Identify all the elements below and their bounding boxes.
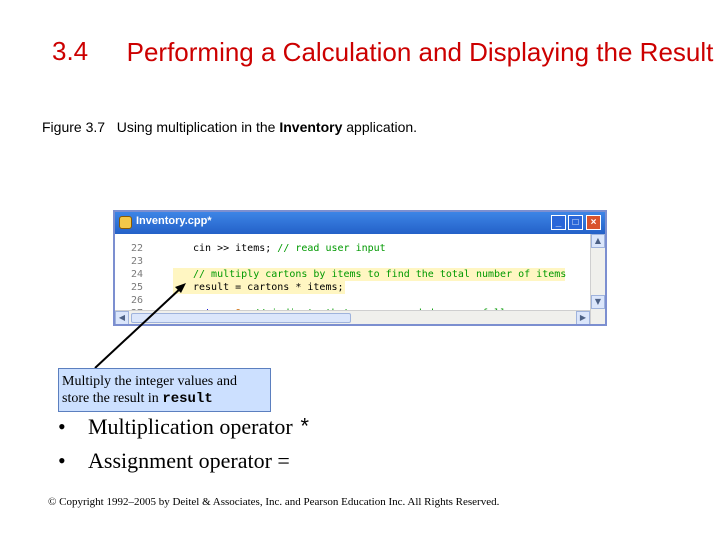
- bullet-item: [58, 445, 311, 479]
- bullet-list: [58, 411, 311, 479]
- code-text: result = cartons * items;: [193, 282, 344, 293]
- slide-title: Performing a Calculation and Displaying the Result: [126, 37, 714, 67]
- section-number: 3.4: [52, 36, 89, 66]
- line-number: 26: [131, 295, 144, 306]
- window-title: Inventory.cpp*: [136, 215, 212, 227]
- line-number: 23: [131, 256, 144, 267]
- scroll-down-icon[interactable]: ▼: [591, 295, 605, 309]
- callout-box: [58, 368, 271, 412]
- caption-bold: Inventory: [279, 119, 343, 135]
- code-comment: // multiply cartons by items to find the total number of items: [193, 269, 567, 280]
- callout-text: Multiply the integer values and store the result in: [62, 374, 237, 406]
- copyright-notice: © Copyright 1992–2005 by Deitel & Associates, Inc. and Pearson Education Inc. All Rights Reserved.: [48, 496, 500, 508]
- minimize-button[interactable]: _: [551, 215, 566, 230]
- maximize-button[interactable]: □: [568, 215, 583, 230]
- close-button[interactable]: ×: [586, 215, 601, 230]
- line-number: 22: [131, 243, 144, 254]
- bullet-text: Multiplication operator: [88, 414, 299, 439]
- bullet-item: [58, 411, 311, 445]
- bullet-dot-icon: •: [58, 448, 66, 473]
- caption-prefix: Figure 3.7 Using multiplication in the: [42, 119, 280, 135]
- bullet-text: Assignment operator: [88, 448, 278, 473]
- arrow-line: [95, 287, 182, 368]
- line-number: 24: [131, 269, 144, 280]
- bullet-symbol: =: [277, 448, 290, 473]
- code-comment: // read user input: [277, 243, 386, 254]
- scroll-up-icon[interactable]: ▲: [591, 234, 605, 248]
- callout-code: result: [162, 391, 213, 407]
- scroll-left-icon[interactable]: ◀: [115, 311, 129, 324]
- code-text: cin >> items;: [193, 243, 278, 254]
- line-number: 25: [131, 282, 144, 293]
- scroll-right-icon[interactable]: ▶: [576, 311, 590, 324]
- bullet-symbol: *: [298, 416, 312, 441]
- bullet-dot-icon: •: [58, 414, 66, 439]
- caption-suffix: application.: [342, 119, 418, 135]
